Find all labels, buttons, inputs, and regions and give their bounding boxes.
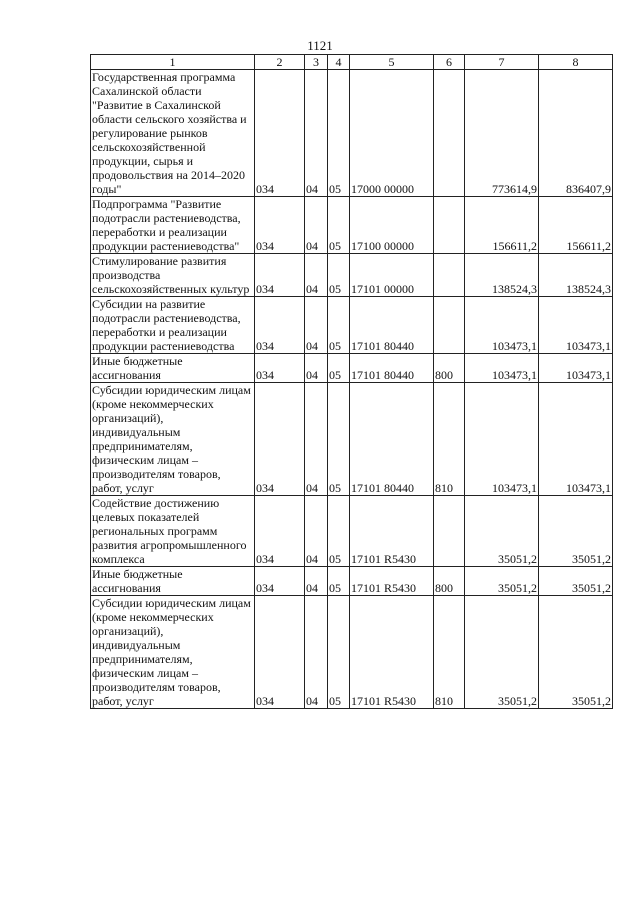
ministry-code-cell: 034: [255, 496, 305, 567]
ministry-code-cell: 034: [255, 70, 305, 197]
target-article-cell: 17101 80440: [350, 383, 434, 496]
section-code-cell: 04: [305, 354, 328, 383]
amount-cell: 35051,2: [465, 496, 539, 567]
table-row: [91, 254, 613, 297]
row-name-cell: Иные бюджетные ассигнования: [91, 354, 255, 383]
subsection-code-cell: 05: [328, 297, 350, 354]
expense-type-cell: [434, 297, 465, 354]
column-header: 7: [465, 55, 539, 70]
row-name-cell: Субсидии юридическим лицам (кроме некоммерческих организаций), индивидуальным предпринимателям, физическим лицам – производителям товаров, работ, услуг: [91, 596, 255, 709]
ministry-code-cell: 034: [255, 354, 305, 383]
amount-cell: 103473,1: [465, 383, 539, 496]
table-row: [91, 383, 613, 496]
ministry-code-cell: 034: [255, 197, 305, 254]
row-name-cell: Государственная программа Сахалинской области "Развитие в Сахалинской области сельского хозяйства и регулирование рынков сельскохозяйственной продукции, сырья и продовольствия на 2014–2020 годы": [91, 70, 255, 197]
target-article-cell: 17101 R5430: [350, 596, 434, 709]
section-code-cell: 04: [305, 496, 328, 567]
section-code-cell: 04: [305, 254, 328, 297]
row-name-cell: Иные бюджетные ассигнования: [91, 567, 255, 596]
amount-cell: 138524,3: [465, 254, 539, 297]
target-article-cell: 17000 00000: [350, 70, 434, 197]
amount-cell: 103473,1: [465, 297, 539, 354]
subsection-code-cell: 05: [328, 254, 350, 297]
amount-cell: 35051,2: [539, 496, 613, 567]
table-row: [91, 496, 613, 567]
subsection-code-cell: 05: [328, 197, 350, 254]
expense-type-cell: 810: [434, 383, 465, 496]
amount-cell: 138524,3: [539, 254, 613, 297]
target-article-cell: 17101 80440: [350, 354, 434, 383]
amount-cell: 103473,1: [539, 383, 613, 496]
budget-table: [90, 54, 613, 709]
header-row: [91, 55, 613, 70]
row-name-cell: Стимулирование развития производства сельскохозяйственных культур: [91, 254, 255, 297]
expense-type-cell: 810: [434, 596, 465, 709]
amount-cell: 103473,1: [539, 354, 613, 383]
amount-cell: 773614,9: [465, 70, 539, 197]
column-header: 8: [539, 55, 613, 70]
subsection-code-cell: 05: [328, 596, 350, 709]
amount-cell: 836407,9: [539, 70, 613, 197]
amount-cell: 156611,2: [539, 197, 613, 254]
amount-cell: 103473,1: [539, 297, 613, 354]
expense-type-cell: [434, 197, 465, 254]
amount-cell: 35051,2: [539, 567, 613, 596]
section-code-cell: 04: [305, 383, 328, 496]
table-row: [91, 297, 613, 354]
column-header: 5: [350, 55, 434, 70]
row-name-cell: Субсидии юридическим лицам (кроме некоммерческих организаций), индивидуальным предпринимателям, физическим лицам – производителям товаров, работ, услуг: [91, 383, 255, 496]
table-row: [91, 567, 613, 596]
amount-cell: 156611,2: [465, 197, 539, 254]
expense-type-cell: [434, 254, 465, 297]
section-code-cell: 04: [305, 297, 328, 354]
ministry-code-cell: 034: [255, 297, 305, 354]
subsection-code-cell: 05: [328, 496, 350, 567]
column-header: 2: [255, 55, 305, 70]
table-row: [91, 596, 613, 709]
subsection-code-cell: 05: [328, 567, 350, 596]
row-name-cell: Подпрограмма "Развитие подотрасли растениеводства, переработки и реализации продукции растениеводства": [91, 197, 255, 254]
page-number: 1121: [307, 38, 333, 53]
section-code-cell: 04: [305, 567, 328, 596]
table-body: [91, 70, 613, 709]
column-header: 6: [434, 55, 465, 70]
column-header: 1: [91, 55, 255, 70]
amount-cell: 35051,2: [465, 596, 539, 709]
expense-type-cell: 800: [434, 567, 465, 596]
subsection-code-cell: 05: [328, 354, 350, 383]
ministry-code-cell: 034: [255, 254, 305, 297]
table-row: [91, 354, 613, 383]
amount-cell: 103473,1: [465, 354, 539, 383]
section-code-cell: 04: [305, 197, 328, 254]
target-article-cell: 17101 00000: [350, 254, 434, 297]
row-name-cell: Субсидии на развитие подотрасли растениеводства, переработки и реализации продукции растениеводства: [91, 297, 255, 354]
amount-cell: 35051,2: [465, 567, 539, 596]
ministry-code-cell: 034: [255, 567, 305, 596]
section-code-cell: 04: [305, 70, 328, 197]
target-article-cell: 17101 R5430: [350, 567, 434, 596]
expense-type-cell: 800: [434, 354, 465, 383]
table-row: [91, 197, 613, 254]
subsection-code-cell: 05: [328, 383, 350, 496]
target-article-cell: 17100 00000: [350, 197, 434, 254]
section-code-cell: 04: [305, 596, 328, 709]
table-header: [91, 55, 613, 70]
ministry-code-cell: 034: [255, 383, 305, 496]
column-header: 3: [305, 55, 328, 70]
target-article-cell: 17101 R5430: [350, 496, 434, 567]
ministry-code-cell: 034: [255, 596, 305, 709]
amount-cell: 35051,2: [539, 596, 613, 709]
expense-type-cell: [434, 70, 465, 197]
table-row: [91, 70, 613, 197]
subsection-code-cell: 05: [328, 70, 350, 197]
column-header: 4: [328, 55, 350, 70]
expense-type-cell: [434, 496, 465, 567]
row-name-cell: Содействие достижению целевых показателей региональных программ развития агропромышленного комплекса: [91, 496, 255, 567]
target-article-cell: 17101 80440: [350, 297, 434, 354]
